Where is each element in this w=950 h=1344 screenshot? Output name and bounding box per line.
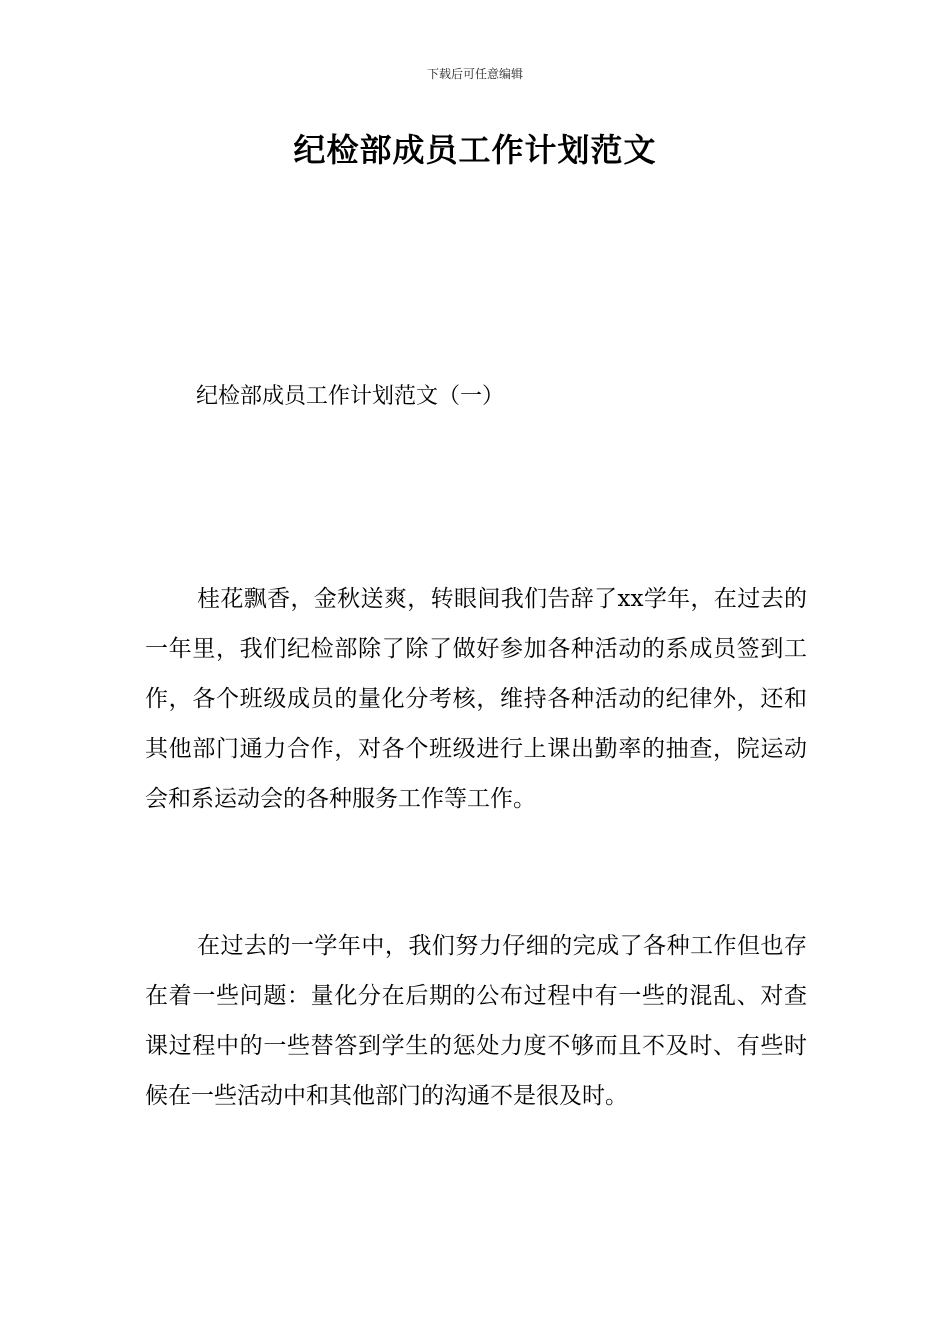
body-paragraph-1: 桂花飘香，金秋送爽，转眼间我们告辞了xx学年，在过去的一年里，我们纪检部除了除了做好参加各种活动的系成员签到工作，各个班级成员的量化分考核，维持各种活动的纪律外，还和其他部门通力合作，对各个班级进行上课出勤率的抽查，院运动会和系运动会的各种服务工作等工作。 xyxy=(145,586,807,812)
document-title: 纪检部成员工作计划范文 xyxy=(293,131,657,169)
header-note: 下载后可任意编辑 xyxy=(426,67,523,81)
section-title: 纪检部成员工作计划范文（一） xyxy=(196,384,505,409)
body-paragraph-2: 在过去的一学年中，我们努力仔细的完成了各种工作但也存在着一些问题：量化分在后期的公布过程中有一些的混乱、对查课过程中的一些替答到学生的惩处力度不够而且不及时、有些时候在一些活动中和其他部门的沟通不是很及时。 xyxy=(145,933,807,1109)
